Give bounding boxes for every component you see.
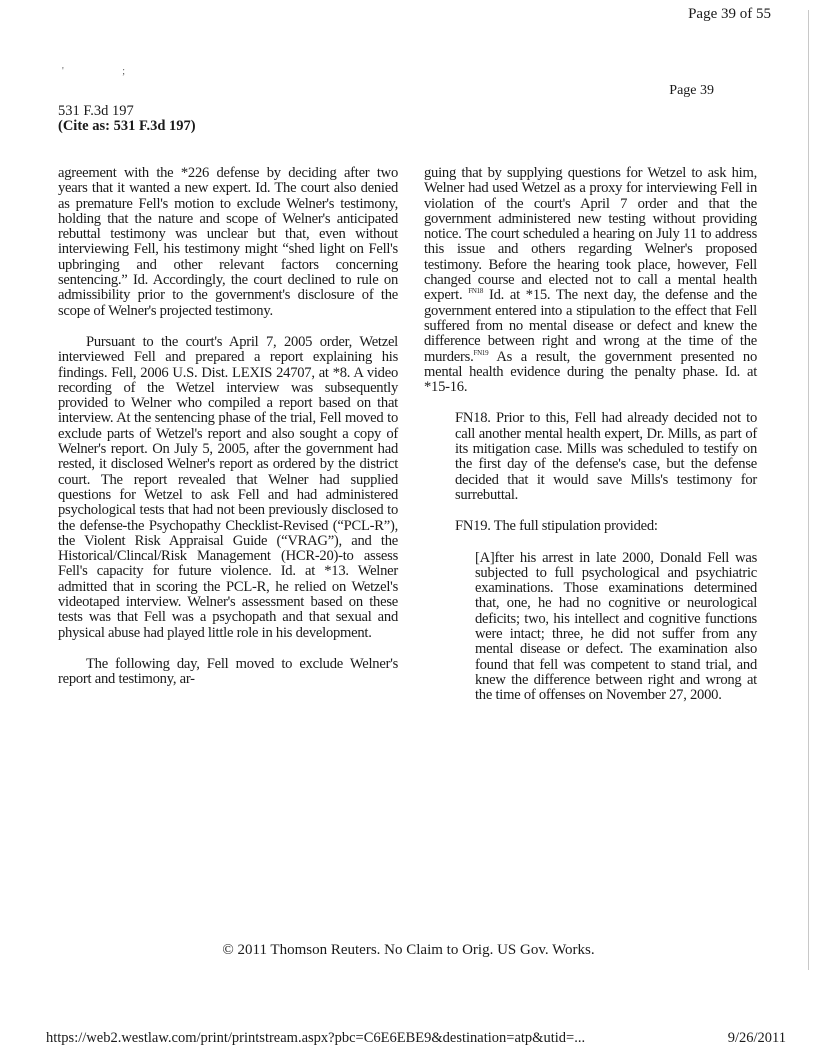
citation: 531 F.3d 197 bbox=[58, 103, 134, 119]
right-paragraph-1-text-b: Id. at *15. The next day, the defense and the government entered into a stipulation to the effect that Fell suffered from no mental disease or defect and knew the difference between right and wrong at the time of the murders. bbox=[424, 287, 757, 365]
page-edge-line bbox=[808, 10, 809, 970]
right-column bbox=[424, 166, 757, 704]
stray-marks: ' ; bbox=[62, 66, 154, 77]
left-paragraph-3: The following day, Fell moved to exclude Welner's report and testimony, ar- bbox=[58, 655, 398, 688]
print-url: https://web2.westlaw.com/print/printstream.aspx?pbc=C6E6EBE9&destination=atp&utid=... bbox=[46, 1030, 586, 1046]
right-paragraph-1-text: guing that by supplying questions for Wetzel to ask him, Welner had used Wetzel as a proxy for interviewing Fell in violation of the court's April 7 order and that the government administered new testing without providing notice. The court scheduled a hearing on July 11 to address this issue and others regarding Welner's proposed testimony. Before the hearing took place, however, Fell changed course and elected not to call a mental health expert. bbox=[424, 165, 757, 304]
footnote-ref-19[interactable]: FN19 bbox=[473, 348, 489, 357]
copyright-footer: © 2011 Thomson Reuters. No Claim to Orig. US Gov. Works. bbox=[222, 942, 595, 958]
citation-block bbox=[58, 104, 196, 134]
footnote-19-quote: [A]fter his arrest in late 2000, Donald Fell was subjected to full psychological and psychiatric examinations. Those examinations determined that, one, he had no cognitive or neurological deficits; two, his intellect and cognitive functions were intact; three, he did not suffer from any mental disease or defect. The examination also found that fell was competent to stand trial, and knew the difference between right and wrong at the time of offenses on November 27, 2000. bbox=[475, 549, 757, 704]
left-paragraph-2: Pursuant to the court's April 7, 2005 order, Wetzel interviewed Fell and prepared a report explaining his findings. Fell, 2006 U.S. Dist. LEXIS 24707, at *8. A video recording of the Wetzel interview was subsequently provided to Welner who compiled a report based on that interview. At the sentencing phase of the trial, Fell moved to exclude parts of Wetzel's report and also sought a copy of Welner's report. On July 5, 2005, after the government had rested, it disclosed Welner's report as ordered by the district court. The report revealed that Welner had supplied questions for Wetzel to ask Fell and had administered psychological tests that had not been previously disclosed to the defense-the Psychopathy Checklist-Revised (“PCL-R”), the Violent Risk Appraisal Guide (“VRAG”), and the Historical/Clincal/Risk Management (HCR-20)-to assess Fell's capacity for future violence. Id. at *13. Welner admitted that in scoring the PCL-R, he relied on Wetzel's videotaped interview. Welner's assessment based on these tests was that Fell was a psychopath and that sexual and physical abuse had played little role in his development. bbox=[58, 333, 398, 641]
right-paragraph-1 bbox=[424, 166, 757, 395]
footnote-19: FN19. The full stipulation provided: bbox=[455, 518, 658, 535]
print-url-line bbox=[46, 1030, 786, 1047]
left-column bbox=[58, 166, 398, 688]
page-number: Page 39 bbox=[669, 83, 714, 98]
left-paragraph-1: agreement with the *226 defense by deciding after two years that it wanted a new expert. Id. The court also denied as premature Fell's motion to exclude Welner's testimony, holding that the nature and scope of Welner's anticipated rebuttal testimony was unclear but that, even without interviewing Fell, his testimony might “shed light on Fell's upbringing and other relevant factors concerning sentencing.” Id. Accordingly, the court declined to rule on admissibility prior to the government's disclosure of the scope of Welner's projected testimony. bbox=[58, 165, 398, 319]
right-paragraph-1-text-c: As a result, the government presented no mental health evidence during the penalty phase. Id. at *15-16. bbox=[424, 348, 758, 396]
page-of-label: Page 39 of 55 bbox=[688, 6, 771, 22]
footnote-18: FN18. Prior to this, Fell had already decided not to call another mental health expert, Dr. Mills, as part of its mitigation case. Mills was scheduled to testify on the first day of the defense's case, but the defense decided that it would save Mills's testimony for surrebuttal. bbox=[455, 410, 757, 503]
print-date: 9/26/2011 bbox=[727, 1030, 786, 1046]
footnote-ref-18[interactable]: FN18 bbox=[468, 287, 484, 296]
cite-as: (Cite as: 531 F.3d 197) bbox=[58, 118, 196, 134]
